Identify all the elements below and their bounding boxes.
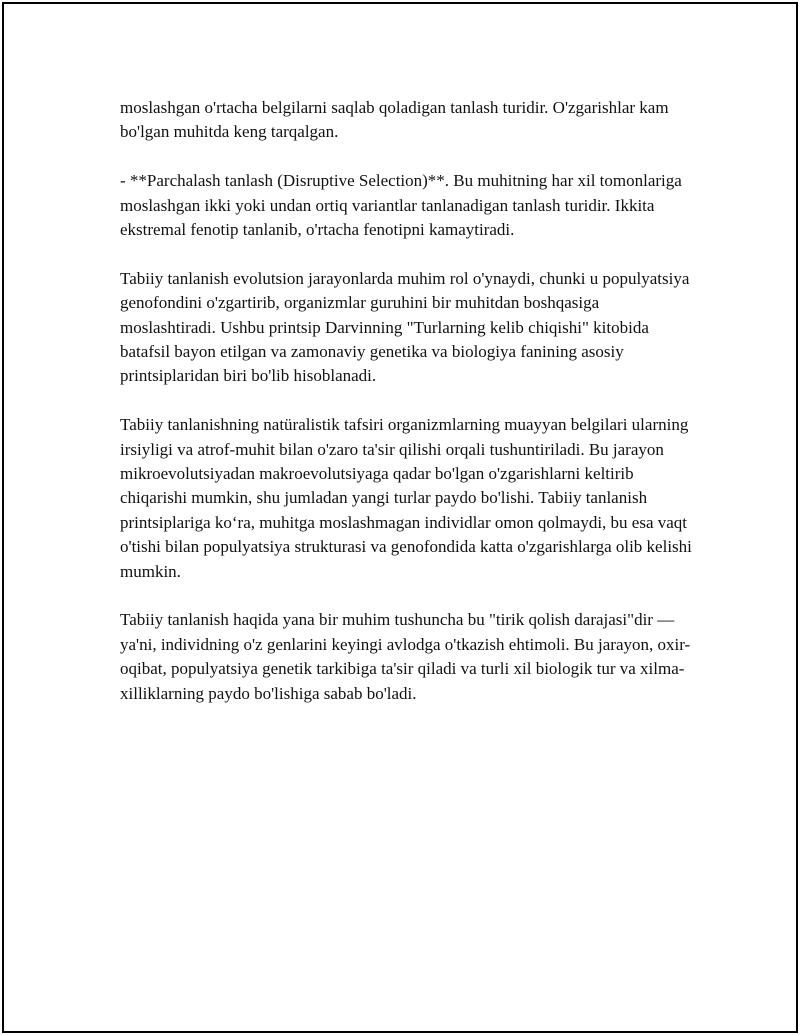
paragraph-stabilizing-selection-end: moslashgan o'rtacha belgilarni saqlab qoladigan tanlash turidir. O'zgarishlar kam bo'lgan muhitda keng tarqalgan. bbox=[120, 98, 669, 142]
document-body bbox=[120, 96, 695, 730]
paragraph-natural-selection-role: Tabiiy tanlanish evolutsion jarayonlarda muhim rol o'ynaydi, chunki u populyatsiya genofondini o'zgartirib, organizmlar guruhini bir muhitdan boshqasiga moslashtiradi. Ushbu printsip Darvinning "Turlarning kelib chiqishi" kitobida batafsil bayon etilgan va zamonaviy genetika va biologiya fanining asosiy printsiplaridan biri bo'lib hisoblanadi. bbox=[120, 268, 690, 386]
document-page bbox=[2, 2, 798, 1033]
paragraph-survival-rate: Tabiiy tanlanish haqida yana bir muhim tushuncha bu "tirik qolish darajasi"dir — ya'ni, individning o'z genlarini keyingi avlodga o'tkazish ehtimoli. Bu jarayon, oxir-oqibat, populyatsiya genetik tarkibiga ta'sir qiladi va turli xil biologik tur va xilma-xilliklarning paydo bo'lishiga sabab bo'ladi. bbox=[120, 610, 691, 703]
paragraph-disruptive-selection: - **Parchalash tanlash (Disruptive Selection)**. Bu muhitning har xil tomonlariga moslashgan ikki yoki undan ortiq variantlar tanlanadigan tanlash turidir. Ikkita ekstremal fenotip tanlanib, o'rtacha fenotipni kamaytiradi. bbox=[120, 171, 682, 240]
paragraph-naturalistic-interpretation: Tabiiy tanlanishning natüralistik tafsiri organizmlarning muayyan belgilari ularning irsiyligi va atrof-muhit bilan o'zaro ta'sir qilishi orqali tushuntiriladi. Bu jarayon mikroevolutsiyadan makroevolutsiyaga qadar bo'lgan o'zgarishlarni keltirib chiqarishi mumkin, shu jumladan yangi turlar paydo bo'lishi. Tabiiy tanlanish printsiplariga ko‘ra, muhitga moslashmagan individlar omon qolmaydi, bu esa vaqt o'tishi bilan populyatsiya strukturasi va genofondida katta o'zgarishlarga olib kelishi mumkin. bbox=[120, 415, 692, 581]
